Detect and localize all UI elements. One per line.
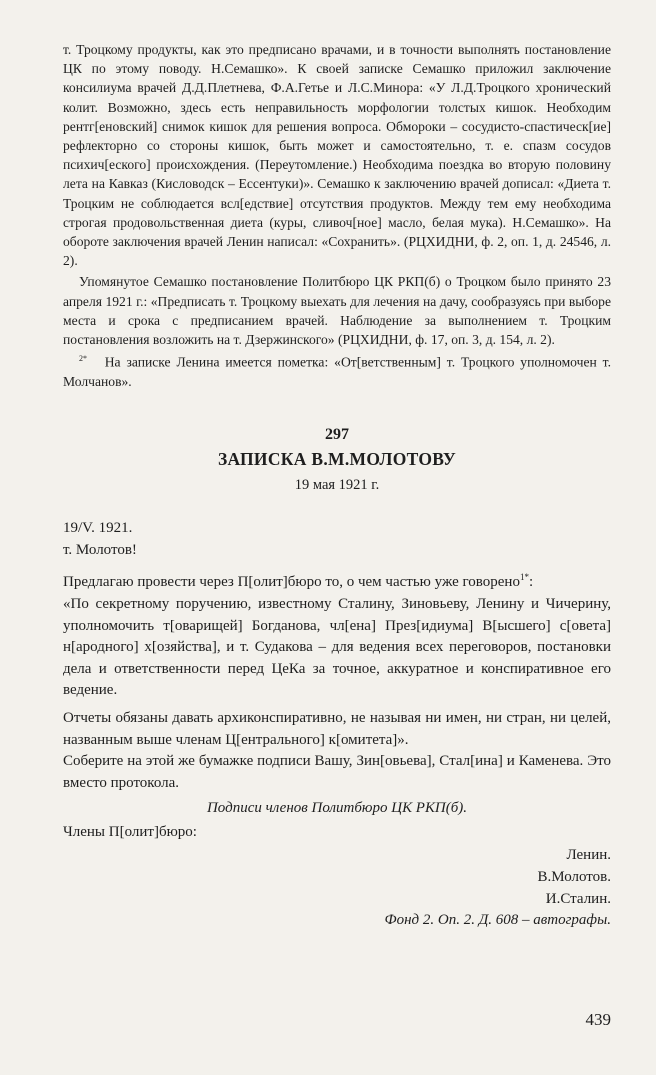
- footnote-ref-marker: 1*: [519, 572, 529, 583]
- page-content: [63, 40, 611, 1029]
- document-body: [63, 518, 611, 931]
- letter-paragraph-3: Соберите на этой же бумажке подписи Вашу, Зин[овьева], Стал[ина] и Каменева. Это вместо протокола.: [63, 753, 611, 791]
- letter-date: 19/V. 1921.: [63, 520, 133, 537]
- footnotes-section: [63, 40, 611, 391]
- letter-quote: «По секретному поручению, известному Сталину, Зиновьеву, Ленину и Чичерину, уполномочить т[оварищей] Богданова, чл[ена] През[идиума] В[ысшего] с[овета] н[ародного] х[озяйства], и т. Судакова – для ведения всех переговоров, постановки дела и ответственности перед ЦеКа за точное, аккуратное и конспиративное его ведение.: [63, 595, 611, 699]
- signatures-caption: Подписи членов Политбюро ЦК РКП(б).: [206, 800, 468, 817]
- signer-lenin: Ленин.: [566, 846, 611, 863]
- letter-paragraph-2: Отчеты обязаны давать архиконспиративно, не называя ни имен, ни стран, ни целей, названным выше членам Ц[ентрального] к[омитета]».: [63, 709, 611, 748]
- document-number: 297: [325, 426, 349, 444]
- signer-molotov: В.Молотов.: [537, 868, 611, 885]
- letter-paragraph-1-text: Предлагаю провести через П[олит]бюро то, о чем частью уже говорено: [63, 574, 520, 591]
- signers-list: [63, 844, 611, 910]
- members-label: Члены П[олит]бюро:: [63, 823, 197, 840]
- letter-paragraph-1: [63, 567, 611, 594]
- source-reference: Фонд 2. Оп. 2. Д. 608 – автографы.: [384, 911, 611, 928]
- signer-stalin: И.Сталин.: [545, 890, 611, 907]
- letter-salutation: т. Молотов!: [63, 541, 137, 558]
- footnote-marker: 2*: [79, 354, 87, 364]
- footnote-text: На записке Ленина имеется пометка: «От[ветственным] т. Троцкого уполномочен т. Молчанов».: [63, 354, 611, 389]
- note-footnote-2: [63, 349, 611, 391]
- note-paragraph-2: Упомянутое Семашко постановление Политбюро ЦК РКП(б) о Троцком было принято 23 апреля 1921 г.: «Предписать т. Троцкому выехать для лечения на дачу, сообразуясь при выборе места и срока с предписанием врачей. Наблюдение за выполнением т. Троцким постановления возложить на т. Дзержинского» (РЦХИДНИ, ф. 17, оп. 3, д. 154, л. 2).: [63, 274, 611, 348]
- letter-paragraph-1-tail: :: [528, 574, 534, 591]
- note-paragraph-1: т. Троцкому продукты, как это предписано врачами, и в точности выполнять постановление ЦК по этому поводу. Н.Семашко». К своей записке Семашко приложил заключение консилиума врачей Д.Д.Плетнева, Ф.А.Гетье и Л.С.Минора: «У Л.Д.Троцкого хронический колит. Возможно, здесь есть неправильность морфологии толстых кишок. Необходим рентг[еновский] снимок кишок для решения вопроса. Обмороки – сосудисто-спастическ[ие] рефлекторно со стороны кишок, быть может и самостоятельно, т. е. спазм сосудов психич[еского] происхождения. (Переутомление.) Необходима поездка во вторую половину лета на Кавказ (Кисловодск – Ессентуки)». Семашко к заключению врачей дописал: «Диета т. Троцким не соблюдается всл[едствие] отсутствия продуктов. Между тем ему необходима строгая продовольственная диета (куры, сливоч[ное] масло, белая мука). Н.Семашко». На обороте заключения врачей Ленин написал: «Сохранить». (РЦХИДНИ, ф. 2, оп. 1, д. 24546, л. 2).: [63, 42, 611, 269]
- document-date: 19 мая 1921 г.: [294, 477, 380, 494]
- page-number: 439: [585, 1010, 611, 1029]
- document-title: ЗАПИСКА В.М.МОЛОТОВУ: [217, 449, 456, 470]
